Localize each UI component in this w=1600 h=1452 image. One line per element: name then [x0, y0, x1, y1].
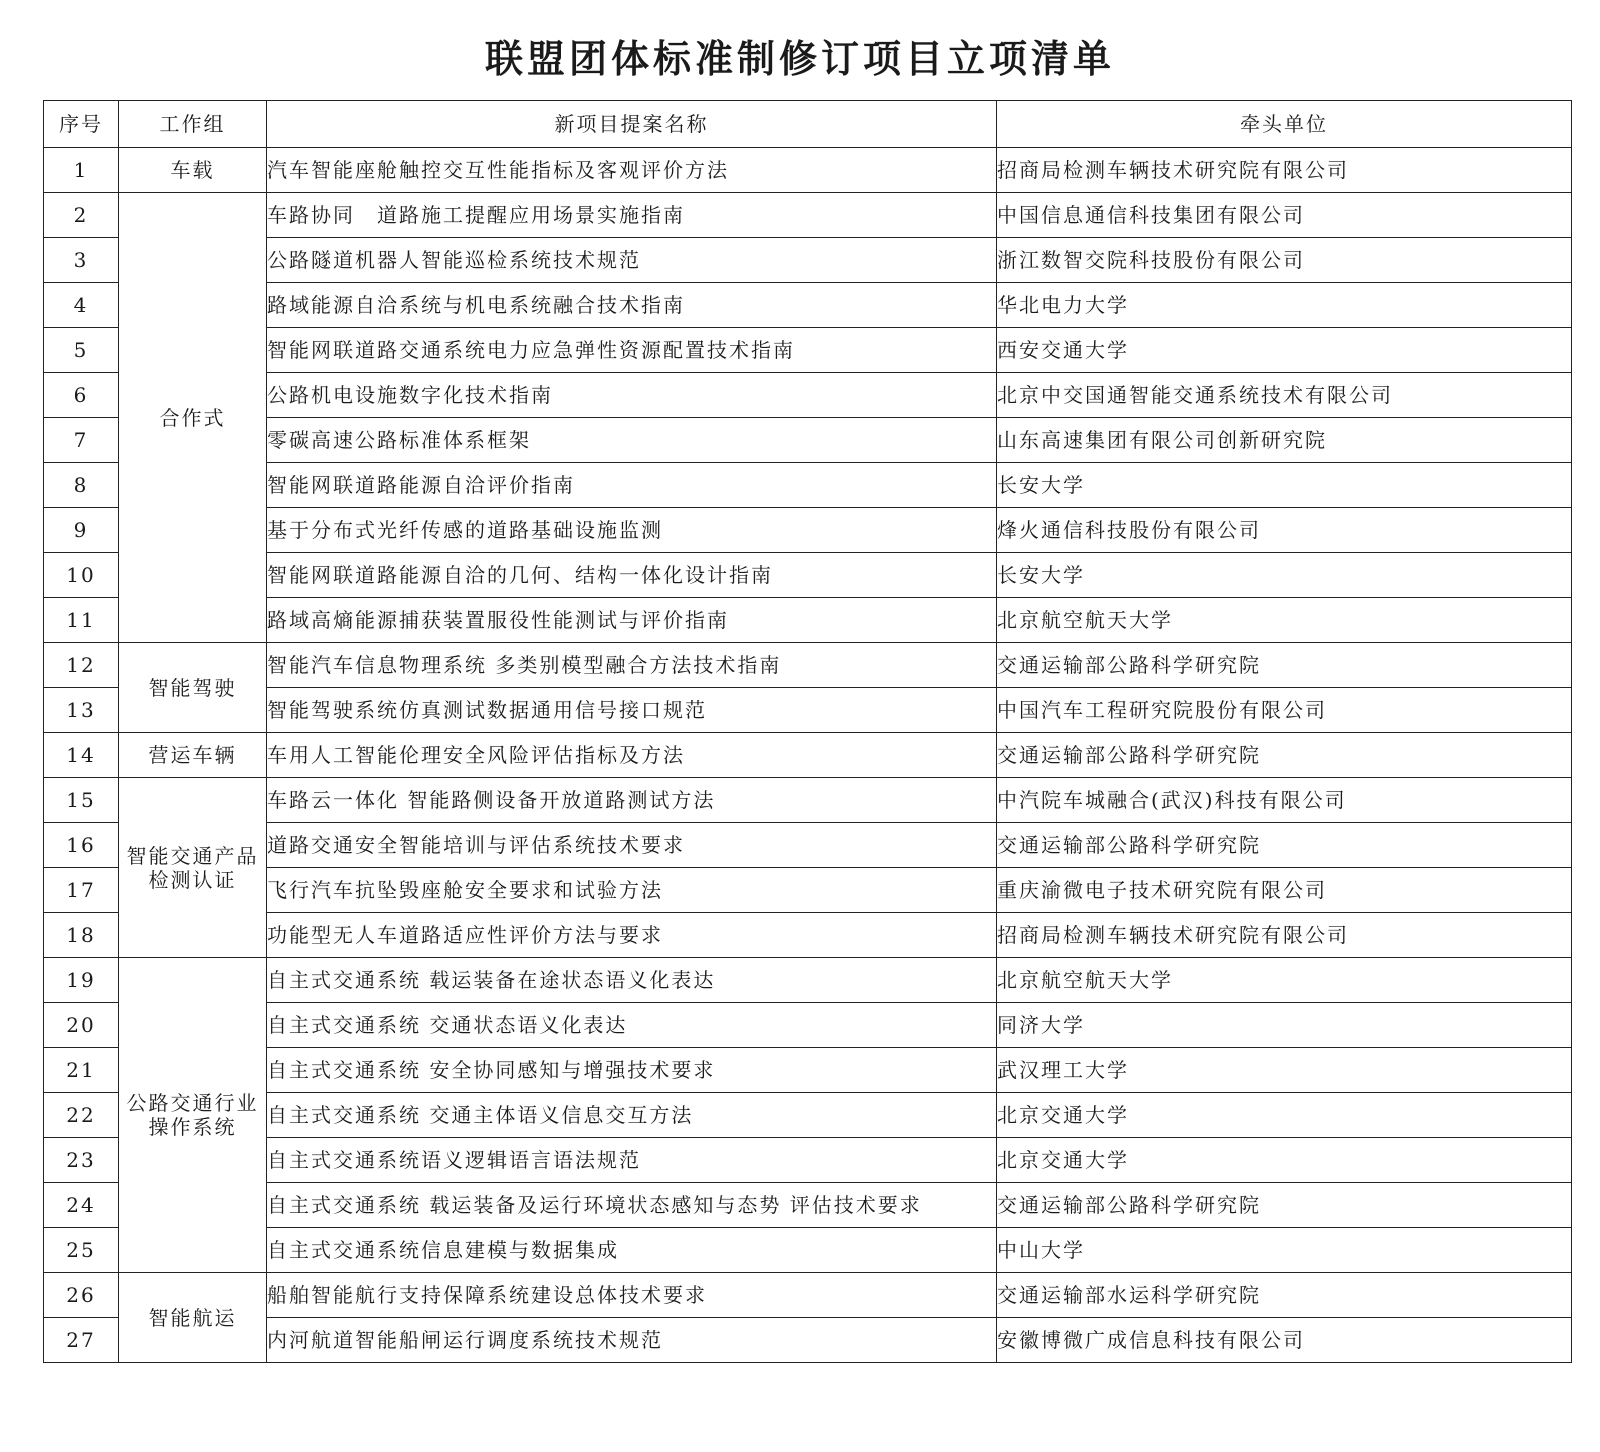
group-cell	[119, 643, 267, 733]
row-lead: 北京航空航天大学	[997, 958, 1572, 1003]
row-project: 自主式交通系统语义逻辑语言语法规范	[267, 1138, 997, 1183]
table-row	[44, 148, 1572, 193]
row-project: 智能网联道路能源自洽的几何、结构一体化设计指南	[267, 553, 997, 598]
row-project: 功能型无人车道路适应性评价方法与要求	[267, 913, 997, 958]
row-lead: 招商局检测车辆技术研究院有限公司	[997, 913, 1572, 958]
row-lead: 长安大学	[997, 463, 1572, 508]
group-cell	[119, 148, 267, 193]
row-project: 智能网联道路交通系统电力应急弹性资源配置技术指南	[267, 328, 997, 373]
group-cell	[119, 193, 267, 643]
table-row	[44, 373, 1572, 418]
project-table	[43, 100, 1572, 1363]
header-group: 工作组	[119, 101, 267, 148]
row-seq: 3	[44, 238, 119, 283]
row-lead: 长安大学	[997, 553, 1572, 598]
row-seq: 16	[44, 823, 119, 868]
row-lead: 同济大学	[997, 1003, 1572, 1048]
row-lead: 中山大学	[997, 1228, 1572, 1273]
row-project: 路域高熵能源捕获装置服役性能测试与评价指南	[267, 598, 997, 643]
table-row	[44, 1138, 1572, 1183]
page-title: 联盟团体标准制修订项目立项清单	[484, 36, 1115, 81]
table-row	[44, 688, 1572, 733]
row-seq: 18	[44, 913, 119, 958]
row-seq: 17	[44, 868, 119, 913]
row-project: 智能驾驶系统仿真测试数据通用信号接口规范	[267, 688, 997, 733]
row-lead: 北京中交国通智能交通系统技术有限公司	[997, 373, 1572, 418]
row-project: 自主式交通系统 交通状态语义化表达	[267, 1003, 997, 1048]
row-lead: 烽火通信科技股份有限公司	[997, 508, 1572, 553]
table-row	[44, 1183, 1572, 1228]
row-seq: 27	[44, 1318, 119, 1363]
row-seq: 25	[44, 1228, 119, 1273]
row-project: 公路隧道机器人智能巡检系统技术规范	[267, 238, 997, 283]
group-cell	[119, 733, 267, 778]
row-lead: 中汽院车城融合(武汉)科技有限公司	[997, 778, 1572, 823]
header-project: 新项目提案名称	[267, 101, 997, 148]
row-lead: 北京航空航天大学	[997, 598, 1572, 643]
row-seq: 6	[44, 373, 119, 418]
table-row	[44, 238, 1572, 283]
row-seq: 9	[44, 508, 119, 553]
row-lead: 北京交通大学	[997, 1138, 1572, 1183]
row-lead: 交通运输部公路科学研究院	[997, 733, 1572, 778]
group-name-line-1: 智能交通产品	[126, 843, 259, 868]
row-seq: 26	[44, 1273, 119, 1318]
row-seq: 20	[44, 1003, 119, 1048]
table-row	[44, 733, 1572, 778]
row-project: 自主式交通系统 交通主体语义信息交互方法	[267, 1093, 997, 1138]
row-seq: 21	[44, 1048, 119, 1093]
table-row	[44, 328, 1572, 373]
table-row	[44, 868, 1572, 913]
header-seq: 序号	[44, 101, 119, 148]
row-project: 车用人工智能伦理安全风险评估指标及方法	[267, 733, 997, 778]
row-project: 自主式交通系统信息建模与数据集成	[267, 1228, 997, 1273]
row-seq: 11	[44, 598, 119, 643]
row-lead: 西安交通大学	[997, 328, 1572, 373]
row-seq: 10	[44, 553, 119, 598]
row-lead: 交通运输部公路科学研究院	[997, 643, 1572, 688]
row-seq: 1	[44, 148, 119, 193]
row-lead: 中国汽车工程研究院股份有限公司	[997, 688, 1572, 733]
table-row	[44, 958, 1572, 1003]
row-seq: 8	[44, 463, 119, 508]
table-row	[44, 1003, 1572, 1048]
row-project: 公路机电设施数字化技术指南	[267, 373, 997, 418]
table-row	[44, 1228, 1572, 1273]
table-row	[44, 418, 1572, 463]
row-lead: 浙江数智交院科技股份有限公司	[997, 238, 1572, 283]
row-project: 自主式交通系统 安全协同感知与增强技术要求	[267, 1048, 997, 1093]
group-name-line-2: 操作系统	[148, 1115, 237, 1139]
row-seq: 15	[44, 778, 119, 823]
row-project: 道路交通安全智能培训与评估系统技术要求	[267, 823, 997, 868]
row-seq: 24	[44, 1183, 119, 1228]
table-row	[44, 913, 1572, 958]
row-project: 零碳高速公路标准体系框架	[267, 418, 997, 463]
row-seq: 5	[44, 328, 119, 373]
row-project: 车路云一体化 智能路侧设备开放道路测试方法	[267, 778, 997, 823]
row-project: 自主式交通系统 载运装备及运行环境状态感知与态势 评估技术要求	[267, 1183, 997, 1228]
table-header-row	[44, 101, 1572, 148]
row-lead: 安徽博微广成信息科技有限公司	[997, 1318, 1572, 1363]
row-lead: 重庆渝微电子技术研究院有限公司	[997, 868, 1572, 913]
row-lead: 山东高速集团有限公司创新研究院	[997, 418, 1572, 463]
row-seq: 19	[44, 958, 119, 1003]
row-lead: 交通运输部公路科学研究院	[997, 823, 1572, 868]
table-row	[44, 283, 1572, 328]
group-cell	[119, 778, 267, 958]
row-project: 智能网联道路能源自洽评价指南	[267, 463, 997, 508]
table-row	[44, 1318, 1572, 1363]
row-seq: 22	[44, 1093, 119, 1138]
table-row	[44, 643, 1572, 688]
row-lead: 北京交通大学	[997, 1093, 1572, 1138]
row-project: 基于分布式光纤传感的道路基础设施监测	[267, 508, 997, 553]
row-project: 自主式交通系统 载运装备在途状态语义化表达	[267, 958, 997, 1003]
row-lead: 武汉理工大学	[997, 1048, 1572, 1093]
row-project: 汽车智能座舱触控交互性能指标及客观评价方法	[267, 148, 997, 193]
row-project: 内河航道智能船闸运行调度系统技术规范	[267, 1318, 997, 1363]
table-row	[44, 823, 1572, 868]
group-name: 车载	[170, 158, 215, 182]
group-name: 智能航运	[148, 1305, 237, 1330]
table-row	[44, 553, 1572, 598]
table-row	[44, 1273, 1572, 1318]
row-project: 车路协同 道路施工提醒应用场景实施指南	[267, 193, 997, 238]
group-cell	[119, 1273, 267, 1363]
table-row	[44, 508, 1572, 553]
table-row	[44, 1048, 1572, 1093]
row-lead: 招商局检测车辆技术研究院有限公司	[997, 148, 1572, 193]
group-name: 智能驾驶	[148, 675, 237, 700]
group-name: 合作式	[159, 405, 226, 430]
table-row	[44, 598, 1572, 643]
row-lead: 华北电力大学	[997, 283, 1572, 328]
table-row	[44, 1093, 1572, 1138]
table-row	[44, 463, 1572, 508]
row-seq: 12	[44, 643, 119, 688]
row-seq: 2	[44, 193, 119, 238]
row-project: 船舶智能航行支持保障系统建设总体技术要求	[267, 1273, 997, 1318]
row-project: 路域能源自洽系统与机电系统融合技术指南	[267, 283, 997, 328]
row-seq: 7	[44, 418, 119, 463]
group-name-line-1: 公路交通行业	[126, 1091, 259, 1115]
row-seq: 14	[44, 733, 119, 778]
group-name: 营运车辆	[148, 743, 237, 767]
row-seq: 13	[44, 688, 119, 733]
row-lead: 中国信息通信科技集团有限公司	[997, 193, 1572, 238]
row-seq: 4	[44, 283, 119, 328]
row-lead: 交通运输部公路科学研究院	[997, 1183, 1572, 1228]
group-cell	[119, 958, 267, 1273]
row-project: 智能汽车信息物理系统 多类别模型融合方法技术指南	[267, 643, 997, 688]
row-lead: 交通运输部水运科学研究院	[997, 1273, 1572, 1318]
table-row	[44, 778, 1572, 823]
row-seq: 23	[44, 1138, 119, 1183]
table-row	[44, 193, 1572, 238]
row-project: 飞行汽车抗坠毁座舱安全要求和试验方法	[267, 868, 997, 913]
header-lead: 牵头单位	[997, 101, 1572, 148]
group-name-line-2: 检测认证	[148, 867, 237, 892]
